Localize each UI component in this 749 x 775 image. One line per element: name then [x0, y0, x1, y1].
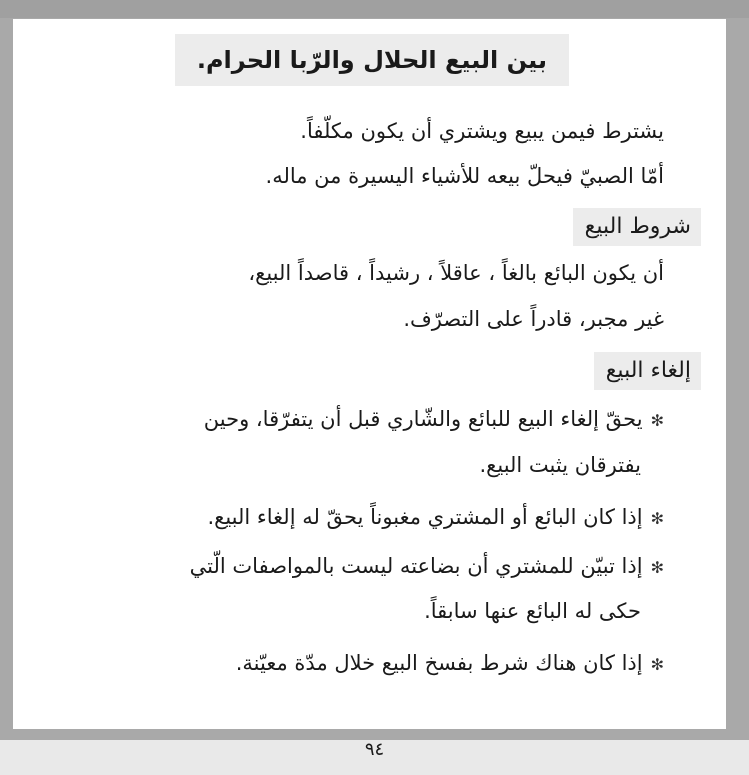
page-number: ٩٤: [364, 739, 385, 760]
bullet-icon: ✻: [650, 411, 664, 430]
page-title: بين البيع الحلال والرّبا الحرام.: [175, 34, 569, 86]
page-top-strip: [0, 0, 749, 18]
list-item-continuation: يفترقان يثبت البيع.: [479, 453, 641, 477]
list-item: [207, 502, 664, 534]
list-item-text: إذا تبيّن للمشتري أن بضاعته ليست بالمواصفات الّتي: [189, 554, 643, 578]
list-item-text: إذا كان البائع أو المشتري مغبوناً يحقّ له إلغاء البيع.: [207, 505, 643, 529]
list-item: [236, 648, 664, 680]
list-item-continuation: حكى له البائع عنها سابقاً.: [424, 599, 641, 623]
list-item-text: يحقّ إلغاء البيع للبائع والشّاري قبل أن يتفرّقا، وحين: [203, 407, 643, 431]
conditions-line-2: غير مجبر، قادراً على التصرّف.: [403, 307, 664, 331]
list-item-text: إذا كان هناك شرط بفسخ البيع خلال مدّة معيّنة.: [235, 651, 643, 675]
bullet-icon: ✻: [650, 509, 664, 528]
bullet-icon: ✻: [650, 655, 664, 674]
conditions-line-1: أن يكون البائع بالغاً ، عاقلاً ، رشيداً ، قاصداً البيع،: [248, 261, 664, 285]
intro-line-2: أمّا الصبيّ فيحلّ بيعه للأشياء اليسيرة من ماله.: [265, 164, 664, 188]
heading-sale-conditions: شروط البيع: [573, 208, 701, 246]
heading-sale-cancellation: إلغاء البيع: [594, 352, 701, 390]
list-item: [204, 404, 664, 436]
bullet-icon: ✻: [650, 558, 664, 577]
intro-line-1: يشترط فيمن يبيع ويشتري أن يكون مكلّفاً.: [300, 119, 664, 143]
list-item: [190, 551, 664, 583]
